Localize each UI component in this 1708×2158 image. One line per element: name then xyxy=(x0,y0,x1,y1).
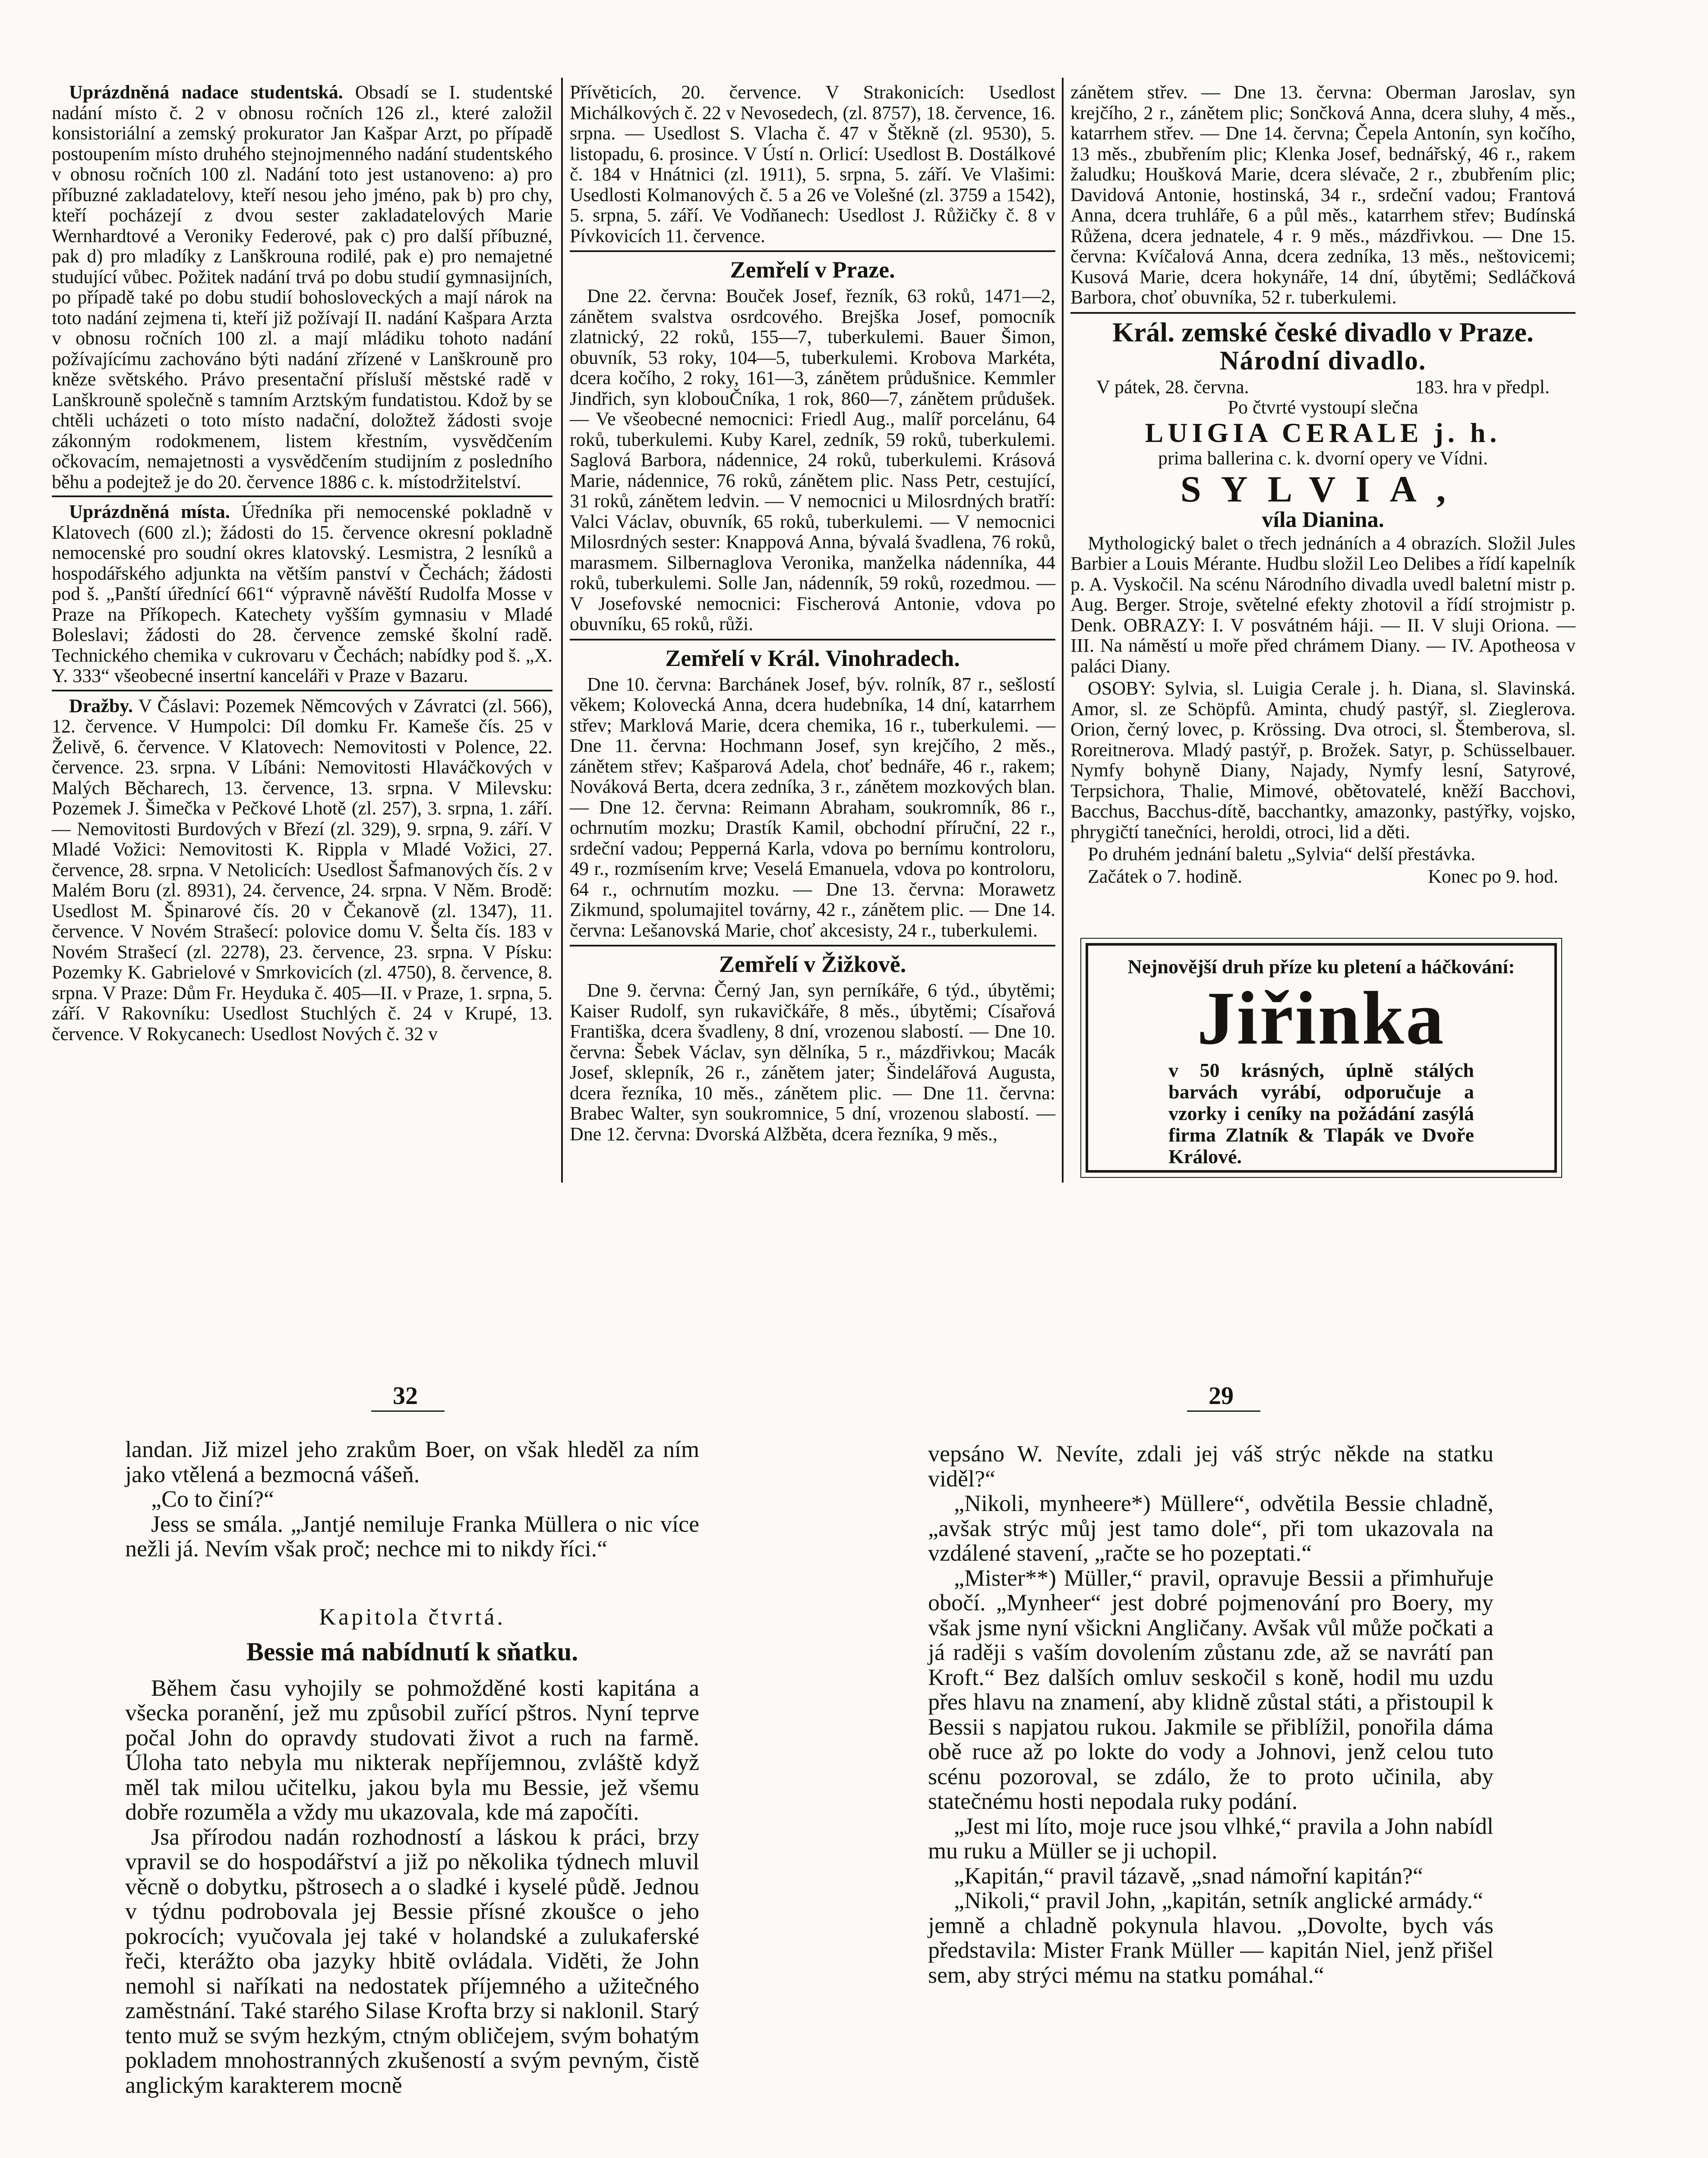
ad-body: v 50 krásných, úplně stálých barvách vyrábí, odporučuje a vzorky i ceníky na požádání zasýlá firma Zlatník & Tlapák ve Dvoře Králové. xyxy=(1168,1059,1474,1167)
ad-top-line: Nejnovější druh příze ku pletení a háčkování: xyxy=(1127,956,1515,978)
advertisement-jirinka xyxy=(1086,943,1557,1173)
heading-nadace: Uprázdněná nadace studentská. xyxy=(69,82,343,103)
novel-paragraph: „Co to činí?“ xyxy=(151,1486,274,1512)
text-zizkov-cont: zánětem střev. — Dne 13. června: Oberman Jaroslav, syn krejčího, 2 r., zánětem plic; Sončková Anna, dcera sluhy, 4 měs., katarrhem střev. — Dne 14. června; Čepela Antonín, syn kočího, 13 měs., zbubřením plic; Klenka Josef, bednářský, 46 r., rakem žaludku; Houšková Marie, dcera slévače, 2 r., zbubřením plic; Davidová Antonie, hostinská, 34 r., srdeční vadou; Frantová Anna, dcera truhláře, 6 a půl měs., katarrhem střev; Budínská Růžena, dcera jednatele, 4 r. 9 měs., mázdřivkou. — Dne 15. června: Kvíčalová Anna, dcera zedníka, 13 měs., neštovicemi; Kusová Marie, dcera hokynáře, 14 dní, úbytěmi; Sedláčková Barbora, choť obuvníka, 52 r. tuberkulemi. xyxy=(1070,82,1575,308)
ad-content xyxy=(1104,956,1539,1167)
news-column-1 xyxy=(52,82,552,1046)
novel-paragraph: „Nikoli,“ pravil John, „kapitán, setník anglické armády.“ xyxy=(954,1887,1484,1913)
chapter-title: Bessie má nabídnutí k sňatku. xyxy=(246,1637,578,1666)
novel-page-left xyxy=(125,1437,699,2098)
heading-zemreli-praha: Zemřelí v Praze. xyxy=(730,257,895,283)
novel-page-right xyxy=(928,1442,1493,1988)
time-row xyxy=(1070,866,1575,887)
artist-subtitle: prima ballerina c. k. dvorní opery ve Vídni. xyxy=(1158,447,1488,469)
page-number-right: 29 xyxy=(1209,1382,1234,1410)
end-time: Konec po 9. hod. xyxy=(1428,865,1558,887)
section-rule xyxy=(570,945,1055,946)
start-time: Začátek o 7. hodině. xyxy=(1088,865,1242,887)
section-rule xyxy=(52,495,552,497)
novel-paragraph: jemně a chladně pokynula hlavou. „Dovolte, bych vás představila: Mister Frank Müller — kapitán Niel, jenž přišel sem, aby strýci mému na statku pomáhal.“ xyxy=(928,1912,1493,1988)
text-nadace: Obsadí se I. studentské nadání místo č. 2 v obnosu ročních 126 zl., které založil konsistoriální a zemský prokurator Jan Kašpar Arzt, po případě postoupením místo druhého stejnojmenného nadání studentského v obnosu ročních 100 zl. Nadání toto jest ustanoveno: a) pro příbuzné zakladatelovy, kteří nesou jeho jméno, pak b) pro chy, kteří pocházejí z dvou sester zakladatelových Marie Wernhardtové a Veroniky Federové, pak c) pro další příbuzné, pak d) pro mladíky z Lanškrouna rodilé, pak e) pro nemajetné studující vůbec. Požitek nadání trvá po dobu studií gymnasijních, po případě také po dobu studií bohosloveckých a mají nárok na toto nadání zejmena ti, kteří již požívají II. nadání Kašpara Arzta v obnosu ročních 100 zl. a mají mládiku tohoto nadání požívajícímu zachováno býti nadání zřízené v Lanškrouně pro kněze světského. Právo presentační přísluší městské radě v Lanškrouně společně s tamním Arztským fundatistou. Kdož by se chtěli ucházeti o toto místo nadační, doložtež žádosti svoje zákonným rodokmenem, listem křestním, vysvědčením očkovacím, nemajetnosti a vysvědčením studijním z posledního běhu a podejtež je do 20. července 1886 c. k. místodržitelství. xyxy=(52,82,553,492)
section-rule xyxy=(1070,312,1575,314)
intro-line: Po čtvrté vystoupí slečna xyxy=(1228,397,1418,418)
column-divider-1 xyxy=(561,78,563,1183)
heading-drazby: Dražby. xyxy=(69,695,133,716)
section-rule xyxy=(570,639,1055,640)
opera-title: SYLVIA, xyxy=(1180,468,1466,510)
text-osoby: OSOBY: Sylvia, sl. Luigia Cerale j. h. Diana, sl. Slavinská. Amor, sl. ze Schöpfů. Aminta, chudý pastýř, sl. Zieglerova. Orion, černý lovec, p. Krössing. Dva otroci, sl. Štemberova, sl. Roreitnerova. Mladý pastýř, p. Brožek. Satyr, p. Schüsselbauer. Nymfy bohyně Diany, Najady, Nymfy lesní, Satyrové, Terpsichora, Thalie, Mimové, obětovatelé, kněží Bacchovi, Bacchus, Bacchus-dítě, bacchantky, amazonky, pastýřky, vojsko, phrygičtí tanečníci, heroldi, otroci, lid a děti. xyxy=(1070,678,1575,842)
page-number-left: 32 xyxy=(393,1382,418,1410)
text-balet: Mythologický balet o třech jednáních a 4 obrazích. Složil Jules Barbier a Louis Mérante. Hudbu složil Leo Delibes a řídí kapelník p. A. Vyskočil. Na scénu Národního divadla uvedl baletní mistr p. Aug. Berger. Stroje, světelné efekty zhotovil a řídí strojmistr p. Denk. OBRAZY: I. V posvátném háji. — II. V sluji Oriona. — III. Na náměstí u moře před chrámem Diany. — IV. Apotheosa v paláci Diany. xyxy=(1070,532,1575,677)
page-number-rule-left xyxy=(371,1410,445,1412)
novel-paragraph: „Kapitán,“ pravil tázavě, „snad námořní kapitán?“ xyxy=(954,1862,1423,1889)
news-column-3 xyxy=(1070,82,1575,887)
performance-date-row xyxy=(1070,377,1575,398)
heading-zemreli-vinohrady: Zemřelí v Král. Vinohradech. xyxy=(665,645,960,671)
novel-paragraph: Během času vyhojily se pohmožděné kosti kapitána a všecka poranění, jež mu způsobil zuřící pštros. Nyní teprve počal John do opravdy studovati život a ruch na farmě. Úloha tato nebyla mu nikterak nepříjemnou, zvláště když měl tak milou učitelku, jakou byla mu Bessie, jež všemu dobře rozuměla a vždy mu ukazovala, kde má započíti. xyxy=(125,1675,699,1825)
opera-subtitle: víla Dianina. xyxy=(1262,508,1384,532)
text-zemreli-vinohrady: Dne 10. června: Barchánek Josef, býv. rolník, 87 r., sešlostí věkem; Kolovecká Anna, dcera hudebníka, 14 dní, katarrhem střev; Marklová Marie, dcera chemika, 16 r., tuberkulemi. — Dne 11. června: Hochmann Josef, syn krejčího, 2 měs., zánětem střev; Kašparová Adela, choť bednáře, 46 r., rakem; Nováková Berta, dcera zedníka, 3 r., zánětem mozkových blan. — Dne 12. června: Reimann Abraham, soukromník, 86 r., ochrnutím mozku; Drastík Kamil, obchodní příruční, 22 r., srdeční vadou; Pepperná Karla, vdova po bernímu kontroloru, 49 r., rozmísením krve; Veselá Emanuela, vdova po kontroloru, 64 r., ochrnutím mozku. — Dne 13. června: Morawetz Zikmund, spolumajitel továrny, 42 r., zánětem plic. — Dne 14. června: Lešanovská Marie, choť akcesisty, 24 r., tuberkulemi. xyxy=(570,673,1055,941)
text-drazby-cont: Přívěticích, 20. července. V Strakonicích: Usedlost Michálkových č. 22 v Nevosedech, (zl. 8757), 18. července, 16. srpna. — Usedlost S. Vlacha č. 47 v Štěkně (zl. 9530), 5. listopadu, 6. prosince. V Ústí n. Orlicí: Usedlost B. Dostálkové č. 184 v Hnátnici (zl. 1911), 5. srpna, 5. září. Ve Vlašimi: Usedlosti Kolmanových č. 5 a 26 ve Volešné (zl. 3759 a 1542), 5. srpna, 5. září. Ve Vodňanech: Usedlost J. Růžičky č. 8 v Pívkovicích 11. července. xyxy=(570,82,1055,246)
heading-narodni-divadlo: Národní divadlo. xyxy=(1219,346,1427,375)
novel-paragraph: Jsa přírodou nadán rozhodností a láskou k práci, brzy vpravil se do hospodářství a již po několika týdnech mluvil věcně o dobytku, pštrosech a o sladké i kyselé půdě. Jednou v týdnu podrobovala jej Bessie přísné zkoušce o jeho pokrocích; vyučovala jej také v holandské a zulukaferské řeči, kterážto oba jazyky hbitě ovládala. Viděti, že John nemohl si naříkati na nedostatek příjemného a užitečného zaměstnání. Také starého Silase Krofta brzy si naklonil. Starý tento muž se svým hezkým, ctným obličejem, svým bohatým pokladem mnohostranných zkušeností a svým pevným, čistě anglickým karakterem mocně xyxy=(125,1824,699,2098)
performance-date: V pátek, 28. června. xyxy=(1096,376,1249,398)
novel-paragraph: landan. Již mizel jeho zrakům Boer, on však hleděl za ním jako vtělená a bezmocná vášeň. xyxy=(125,1436,699,1487)
novel-paragraph: vepsáno W. Nevíte, zdali jej váš strýc někde na statku viděl?“ xyxy=(928,1441,1493,1492)
chapter-number: Kapitola čtvrtá. xyxy=(319,1603,505,1630)
novel-paragraph: „Nikoli, mynheere*) Müllere“, odvětila Bessie chladně, „avšak strýc můj jest tamo dole“, při tom ukazovala na vzdálené stavení, „račte se ho pozeptati.“ xyxy=(928,1490,1493,1566)
artist-name: LUIGIA CERALE j. h. xyxy=(1145,417,1501,448)
text-prestavka: Po druhém jednání baletu „Sylvia“ delší přestávka. xyxy=(1088,843,1476,864)
section-rule xyxy=(52,690,552,691)
section-rule xyxy=(570,250,1055,252)
novel-paragraph: Jess se smála. „Jantjé nemiluje Franka Müllera o nic více nežli já. Nevím však proč; nechce mi to nikdy říci.“ xyxy=(125,1511,699,1562)
subscription-number: 183. hra v předpl. xyxy=(1415,376,1550,398)
news-column-2 xyxy=(570,82,1055,1146)
ad-brand-name: Jiřinka xyxy=(1197,976,1446,1060)
novel-paragraph: „Mister**) Müller,“ pravil, opravuje Bessii a přimhuřuje obočí. „Mynheer“ jest dobré pojmenování pro Boery, my však jsme nyní všickni Angličany. Avšak vůl může počkati a já raději s vaším dovolením zůstanu zde, až se navrátí pan Kroft.“ Bez dalších omluv seskočil s koně, hodil mu uzdu přes hlavu na znamení, aby klidně zůstal státi, a přistoupil k Bessii s napjatou rukou. Jakmile se přiblížil, ponořila dáma obě ruce až po lokte do vody a Johnovi, jenž celou tuto scénu pozoroval, se zdálo, že to proto učinila, aby statečnému hosti nepodala ruky podání. xyxy=(928,1565,1493,1814)
novel-paragraph: „Jest mi líto, moje ruce jsou vlhké,“ pravila a John nabídl mu ruku a Müller se ji uchopil. xyxy=(928,1813,1493,1864)
heading-zemreli-zizkov: Zemřelí v Žižkově. xyxy=(719,951,906,977)
text-zemreli-praha: Dne 22. června: Bouček Josef, řezník, 63 roků, 1471—2, zánětem svalstva osrdcového. Brejška Josef, pomocník zlatnický, 22 roků, 155—7, tuberkulemi. Bauer Šimon, obuvník, 53 roky, 104—5, tuberkulemi. Krobova Markéta, dcera kočího, 2 roky, 161—3, zánětem průdušnice. Kemmler Jindřich, syn klobouČníka, 1 rok, 860—7, zánětem průdušek. — Ve všeobecné nemocnici: Friedl Aug., malíř porcelánu, 64 roků, tuberkulemi. Kuby Karel, zedník, 59 roků, tuberkulemi. Saglová Barbora, nádennice, 24 roků, tuberkulemi. Krásová Marie, nádennice, 76 roků, zánětem plic. Nass Petr, cestující, 31 roků, zánětem ledvin. — V nemocnici u Milosrdných bratří: Valci Václav, obuvník, 65 roků, tuberkulemi. — V nemocnici Milosrdných sester: Knappová Anna, bývalá švadlena, 76 roků, marasmem. Silbernaglova Veronika, manželka nádenníka, 44 roků, tuberkulemi. Solle Jan, nádenník, 59 roků, rozedmou. — V Josefovské nemocnici: Fischerová Antonie, vdova po obuvníku, 65 roků, růži. xyxy=(570,285,1055,634)
text-mista: Úředníka při nemocenské pokladně v Klatovech (600 zl.); žádosti do 15. července okresní pokladně nemocenské pro soudní okres klatovský. Lesmistra, 2 lesníků a hospodářského adjunkta na větším panství v Čechách; žádosti pod š. „Panští úřednící 661“ výpravně návěští Rudolfa Mosse v Praze na Příkopech. Katechety vyšším gymnasiu v Mladé Boleslavi; žádosti do 28. července zemské školní radě. Technického chemika v cukrovaru v Čechách; nabídky pod š. „X. Y. 333“ všeobecné insertní kanceláři v Praze v Bazaru. xyxy=(52,501,553,686)
column-divider-2 xyxy=(1062,78,1064,1183)
heading-divadlo: Král. zemské české divadlo v Praze. xyxy=(1112,316,1534,347)
text-zemreli-zizkov: Dne 9. června: Černý Jan, syn perníkáře, 6 týd., úbytěmi; Kaiser Rudolf, syn rukavičkáře, 8 měs., úbytěmi; Císařová Františka, dcera švadleny, 8 dní, vrozenou slabostí. — Dne 10. června: Šebek Václav, syn dělníka, 5 r., mázdřivkou; Macák Josef, sklepník, 26 r., zánětem jater; Šindelářová Augusta, dcera řezníka, 10 měs., zánětem plic. — Dne 11. června: Brabec Walter, syn soukromnice, 5 dní, vrozenou slabostí. — Dne 12. června: Dvorská Alžběta, dcera řezníka, 9 měs., xyxy=(570,980,1055,1145)
heading-mista: Uprázdněná místa. xyxy=(69,501,230,522)
text-drazby: V Čáslavi: Pozemek Němcových v Závratci (zl. 566), 12. července. V Humpolci: Díl domku Fr. Kameše čís. 25 v Želivě, 6. července. V Klatovech: Nemovitosti v Polence, 22. července. 23. srpna. V Líbáni: Nemovitosti Hlaváčkových v Malých Běcharech, 13. července, 13. srpna. V Milevsku: Pozemek J. Šimečka v Pečkové Lhotě (zl. 257), 3. srpna, 1. září. — Nemovitosti Burdových v Březí (zl. 329), 9. srpna, 9. září. V Mladé Vožici: Nemovitosti K. Rippla v Mladé Vožici, 27. července, 28. srpna. V Netolicích: Usedlost Šafmanových čís. 2 v Malém Boru (zl. 8931), 24. července, 24. srpna. V Něm. Brodě: Usedlost M. Špinarové čís. 20 v Čekanově (zl. 1347), 11. července. V Novém Strašecí: polovice domu V. Šelta čís. 183 v Novém Strašecí (zl. 2278), 23. července, 23. srpna. V Písku: Pozemky K. Gabrielové v Smrkovicích (zl. 4750), 8. července, 8. srpna. V Praze: Dům Fr. Heyduka č. 405—II. v Praze, 1. srpna, 5. září. V Rakovníku: Usedlost Stuchlých č. 24 v Krupé, 13. července. V Rokycanech: Usedlost Nových č. 32 v xyxy=(52,695,552,1044)
page-number-rule-right xyxy=(1187,1410,1260,1412)
